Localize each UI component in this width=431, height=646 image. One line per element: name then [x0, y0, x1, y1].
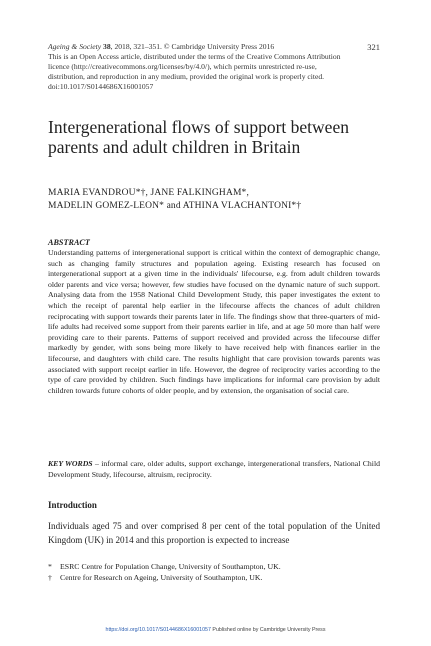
footnote-mark: †	[48, 573, 52, 582]
volume-number: 38	[103, 42, 111, 51]
license-line: distribution, and reproduction in any medium, provided the original work is properly cited.	[48, 72, 325, 81]
introduction-text: Individuals aged 75 and over comprised 8 per cent of the total population of the United Kingdom (UK) in 2014 and this proportion is expected to increase	[48, 521, 380, 545]
author-list	[48, 187, 380, 212]
author-line: MADELIN GOMEZ-LEON* and ATHINA VLACHANTONI*†	[48, 200, 302, 211]
keywords	[48, 459, 380, 480]
footnotes	[48, 561, 380, 583]
citation-details: , 2018, 321–351. © Cambridge University Press 2016	[110, 42, 275, 51]
keywords-text: – informal care, older adults, support exchange, intergenerational transfers, National Child Development Study, lifecourse, altruism, reciprocity.	[48, 459, 380, 479]
journal-name: Ageing & Society	[48, 42, 102, 51]
article-title: Intergenerational flows of support between parents and adult children in Britain	[48, 117, 349, 157]
doi-link[interactable]: https://doi.org/10.1017/S0144686X16001057	[105, 627, 211, 633]
footnote-mark: *	[48, 562, 52, 571]
article-doi: doi:10.1017/S0144686X16001057	[48, 82, 154, 91]
author-line: MARIA EVANDROU*†, JANE FALKINGHAM*,	[48, 188, 249, 198]
article-header	[48, 42, 378, 92]
introduction-heading: Introduction	[48, 500, 97, 510]
license-line: This is an Open Access article, distributed under the terms of the Creative Commons Attribution	[48, 52, 341, 61]
footnote-text: ESRC Centre for Population Change, University of Southampton, UK.	[60, 562, 281, 571]
publisher-footer	[0, 626, 431, 636]
license-line: licence (http://creativecommons.org/licenses/by/4.0/), which permits unrestricted re-use,	[48, 62, 317, 71]
keywords-label: KEY WORDS	[48, 459, 93, 468]
citation-line	[48, 42, 378, 52]
footnote	[48, 572, 380, 583]
footnote-text: Centre for Research on Ageing, University of Southampton, UK.	[60, 573, 263, 582]
page-number: 321	[367, 42, 380, 52]
abstract-heading: ABSTRACT	[48, 238, 90, 247]
abstract-text: Understanding patterns of intergenerational support is critical within the context of demographic change, such as changing family structures and population ageing. Existing research has focused on intergenerational support at a given time in the individuals' lifecourse, e.g. from adult children towards older parents and vice versa; however, few studies have focused on the dynamic nature of such support. Analysing data from the 1958 National Child Development Study, this paper investigates the extent to which the receipt of parental help earlier in the lifecourse affects the chances of adult children reciprocating with support towards their parents later in life. The findings show that three-quarters of mid-life adults had received some support from their parents earlier in life, and at age 50 more than half were providing care to their parents. Patterns of support received and provided across the lifecourse differ markedly by gender, with sons being more likely to have received help with finances earlier in the lifecourse, and daughters with child care. The results highlight that care provision towards parents was associated with support receipt earlier in life. However, the degree of reciprocity varies according to the type of care provided by children. Such findings have implications for informal care provision by adult children towards future cohorts of older people, and by extension, the organisation of social care.	[48, 248, 380, 395]
footnote	[48, 561, 380, 572]
published-online-text: Published online by Cambridge University Press	[210, 627, 326, 633]
